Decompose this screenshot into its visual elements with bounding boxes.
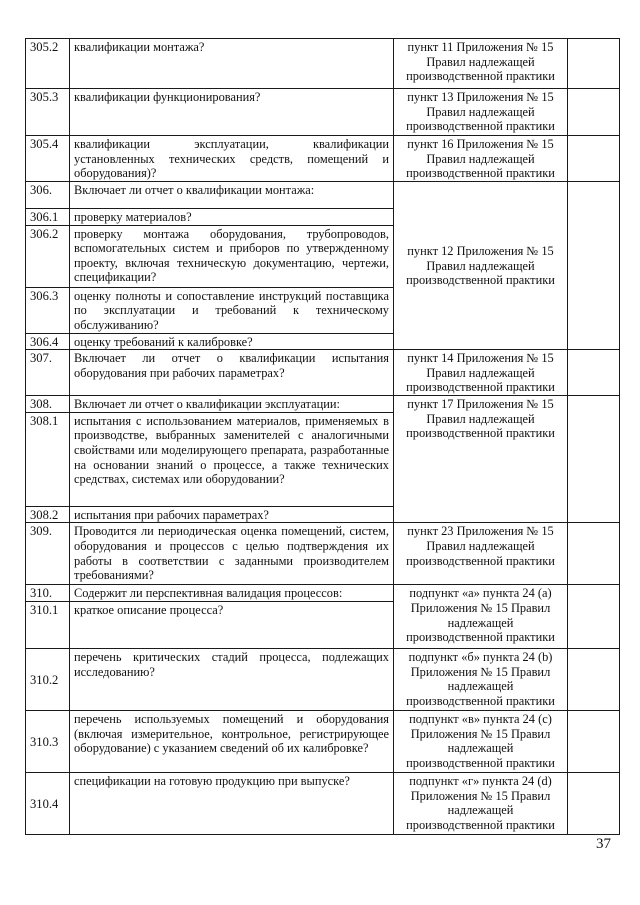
item-number: 310. [26, 585, 70, 602]
answer-cell [568, 39, 620, 89]
regulation-reference: подпункт «б» пункта 24 (b) Приложения № 15 Правил надлежащей производственной практики [394, 648, 568, 710]
answer-cell [568, 396, 620, 523]
question-text: квалификации эксплуатации, квалификации установленных технических средств, помещений и оборудования)? [70, 136, 394, 182]
answer-cell [568, 136, 620, 182]
item-number: 306. [26, 182, 70, 209]
item-number: 306.4 [26, 333, 70, 350]
regulation-reference: пункт 16 Приложения № 15 Правил надлежащей производственной практики [394, 136, 568, 182]
answer-cell [568, 182, 620, 350]
answer-cell [568, 523, 620, 585]
regulation-reference: пункт 11 Приложения № 15 Правил надлежащей производственной практики [394, 39, 568, 89]
answer-cell [568, 772, 620, 834]
table-row [26, 136, 620, 182]
table-row [26, 350, 620, 396]
item-number: 310.3 [26, 710, 70, 772]
question-text: Содержит ли перспективная валидация процессов: [70, 585, 394, 602]
regulation-reference: подпункт «г» пункта 24 (d) Приложения № 15 Правил надлежащей производственной практики [394, 772, 568, 834]
question-text: испытания с использованием материалов, применяемых в производстве, выбранных заменителей с аналогичными свойствами или моделирующего препарата, разработанные на основании знаний о процессе, а также технических средствах, системах или оборудовании? [70, 412, 394, 506]
item-number: 308.2 [26, 506, 70, 523]
regulation-reference: подпункт «в» пункта 24 (c) Приложения № 15 Правил надлежащей производственной практики [394, 710, 568, 772]
item-number: 310.4 [26, 772, 70, 834]
item-number: 306.2 [26, 225, 70, 287]
question-text: Включает ли отчет о квалификации испытания оборудования при рабочих параметрах? [70, 350, 394, 396]
question-text: проверку монтажа оборудования, трубопроводов, вспомогательных систем и приборов по утвержденному проекту, включая техническую документацию, чертежи, спецификации? [70, 225, 394, 287]
question-text: оценку полноты и сопоставление инструкций поставщика по эксплуатации и требований к техническому обслуживанию? [70, 287, 394, 333]
regulation-reference: пункт 17 Приложения № 15 Правил надлежащей производственной практики [394, 396, 568, 523]
item-number: 306.1 [26, 209, 70, 226]
table-row [26, 182, 620, 209]
question-text: проверку материалов? [70, 209, 394, 226]
regulation-reference: пункт 12 Приложения № 15 Правил надлежащей производственной практики [394, 182, 568, 350]
answer-cell [568, 89, 620, 136]
item-number: 308.1 [26, 412, 70, 506]
table-row [26, 772, 620, 834]
answer-cell [568, 648, 620, 710]
answer-cell [568, 585, 620, 649]
question-text: Проводится ли периодическая оценка помещений, систем, оборудования и процессов с целью подтверждения их работы в соответствии с заданными производителем требованиями? [70, 523, 394, 585]
answer-cell [568, 350, 620, 396]
item-number: 305.2 [26, 39, 70, 89]
question-text: квалификации функционирования? [70, 89, 394, 136]
table-row [26, 648, 620, 710]
regulation-reference: пункт 14 Приложения № 15 Правил надлежащей производственной практики [394, 350, 568, 396]
page-number: 37 [596, 836, 611, 852]
item-number: 305.4 [26, 136, 70, 182]
item-number: 309. [26, 523, 70, 585]
question-text: оценку требований к калибровке? [70, 333, 394, 350]
item-number: 306.3 [26, 287, 70, 333]
item-number: 305.3 [26, 89, 70, 136]
regulation-reference: пункт 13 Приложения № 15 Правил надлежащей производственной практики [394, 89, 568, 136]
answer-cell [568, 710, 620, 772]
table-row [26, 89, 620, 136]
table-row [26, 39, 620, 89]
table-row [26, 396, 620, 413]
question-text: перечень критических стадий процесса, подлежащих исследованию? [70, 648, 394, 710]
table-row [26, 523, 620, 585]
question-text: спецификации на готовую продукцию при выпуске? [70, 772, 394, 834]
regulation-reference: пункт 23 Приложения № 15 Правил надлежащей производственной практики [394, 523, 568, 585]
regulation-reference: подпункт «а» пункта 24 (а) Приложения № 15 Правил надлежащей производственной практики [394, 585, 568, 649]
table-row [26, 710, 620, 772]
item-number: 308. [26, 396, 70, 413]
question-text: Включает ли отчет о квалификации монтажа: [70, 182, 394, 209]
table-row [26, 585, 620, 602]
question-text: Включает ли отчет о квалификации эксплуатации: [70, 396, 394, 413]
question-text: квалификации монтажа? [70, 39, 394, 89]
question-text: перечень используемых помещений и оборудования (включая измерительное, контрольное, регистрирующее оборудование) с указанием сведений об их калибровке? [70, 710, 394, 772]
checklist-table [25, 38, 620, 835]
item-number: 310.1 [26, 601, 70, 648]
question-text: краткое описание процесса? [70, 601, 394, 648]
item-number: 307. [26, 350, 70, 396]
question-text: испытания при рабочих параметрах? [70, 506, 394, 523]
item-number: 310.2 [26, 648, 70, 710]
